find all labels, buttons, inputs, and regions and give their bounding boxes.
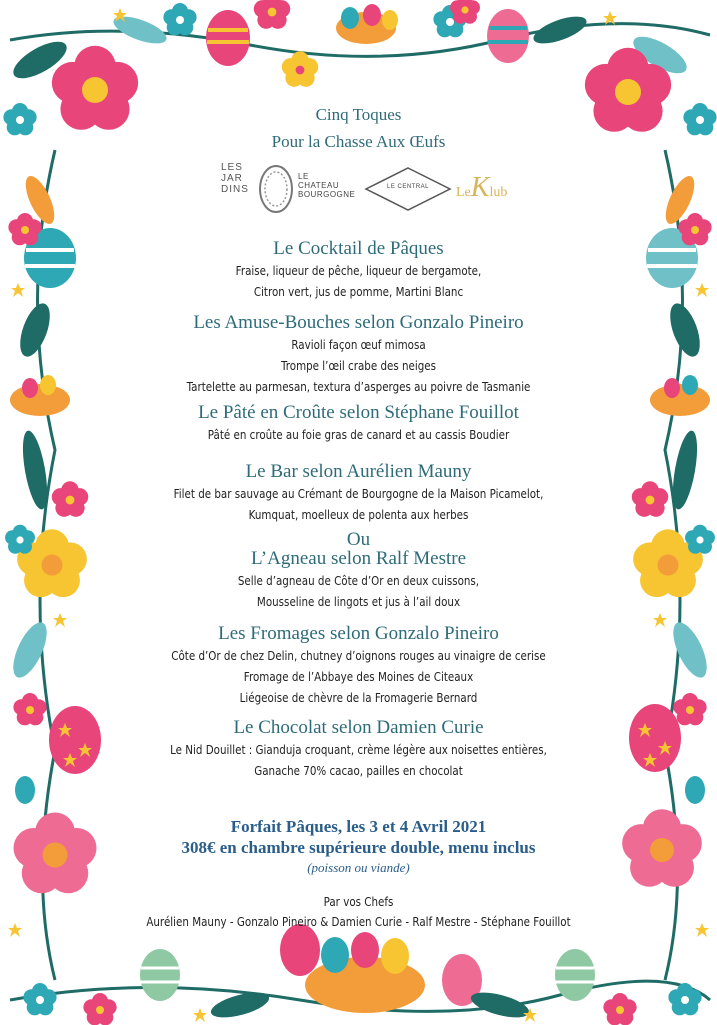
menu-item-line: Kumquat, moelleux de polenta aux herbes (248, 508, 469, 522)
logo-le-central: LE CENTRAL (386, 184, 429, 190)
chateau-emblem-icon (258, 164, 294, 214)
menu-item-line: Mousseline de lingots et jus à l’ail doux (256, 595, 461, 609)
logo-le-klub (456, 172, 507, 204)
menu-item-line: Citron vert, jus de pomme, Martini Blanc (253, 285, 464, 299)
menu-section-title: Le Pâté en Croûte selon Stéphane Fouillot (198, 402, 519, 423)
logo-chateau-line-3: BOURGOGNE (298, 190, 356, 199)
bottom-garland (10, 924, 710, 1025)
logo-les-jardins-line-2: JAR (221, 173, 243, 184)
logo-klub-le: Le (456, 185, 471, 200)
logo-les-jardins-line-3: DINS (221, 184, 249, 195)
menu-item-line: Pâté en croûte au foie gras de canard et au cassis Boudier (207, 428, 510, 442)
menu-section-title: Le Cocktail de Pâques (273, 238, 444, 259)
partner-logos (0, 162, 717, 222)
menu-item-line: Le Nid Douillet : Gianduja croquant, crème légère aux noisettes entières, (170, 743, 547, 757)
logo-chateau-bourgogne (298, 172, 355, 199)
menu-section-title: Le Bar selon Aurélien Mauny (245, 461, 472, 482)
menu-item-line: Filet de bar sauvage au Crémant de Bourgogne de la Maison Picamelot, (173, 487, 544, 501)
menu-section-title: Le Chocolat selon Damien Curie (233, 717, 484, 738)
menu-item-line: Selle d’agneau de Côte d’Or en deux cuissons, (237, 574, 480, 588)
chefs-names: Aurélien Mauny - Gonzalo Pineiro & Damien Curie - Ralf Mestre - Stéphane Fouillot (146, 915, 571, 929)
menu-item-line: Ganache 70% cacao, pailles en chocolat (254, 764, 463, 778)
logo-klub-k: K (470, 172, 490, 203)
menu-section-title: Les Amuse-Bouches selon Gonzalo Pineiro (193, 312, 524, 333)
menu-section-title: Les Fromages selon Gonzalo Pineiro (218, 623, 499, 644)
forfait-line-1: Forfait Pâques, les 3 et 4 Avril 2021 (230, 817, 487, 836)
header-line-2: Pour la Chasse Aux Œufs (271, 132, 446, 151)
menu-item-line: Liégeoise de chèvre de la Fromagerie Bernard (239, 691, 478, 705)
header-line-1: Cinq Toques (315, 105, 402, 124)
forfait-line-2: 308€ en chambre supérieure double, menu inclus (181, 838, 536, 857)
menu-section-title: L’Agneau selon Ralf Mestre (250, 548, 467, 569)
chefs-intro: Par vos Chefs (323, 895, 394, 909)
menu-item-line: Ravioli façon œuf mimosa (291, 338, 426, 352)
forfait-note: (poisson ou viande) (307, 860, 410, 875)
menu-item-line: Fromage de l’Abbaye des Moines de Citeaux (243, 670, 474, 684)
menu-section-title: Ou (346, 529, 371, 550)
menu-item-line: Tartelette au parmesan, textura d’asperges au poivre de Tasmanie (186, 380, 531, 394)
logo-chateau-line-2: CHATEAU (298, 181, 340, 190)
logo-les-jardins-line-1: LES (221, 162, 243, 173)
logo-klub-lub: lub (489, 185, 508, 200)
logo-les-jardins (221, 162, 249, 195)
logo-chateau-line-1: LE (298, 172, 309, 181)
menu-item-line: Trompe l’œil crabe des neiges (280, 359, 437, 373)
menu-item-line: Côte d’Or de chez Delin, chutney d’oignons rouges au vinaigre de cerise (171, 649, 546, 663)
menu-item-line: Fraise, liqueur de pêche, liqueur de bergamote, (235, 264, 482, 278)
